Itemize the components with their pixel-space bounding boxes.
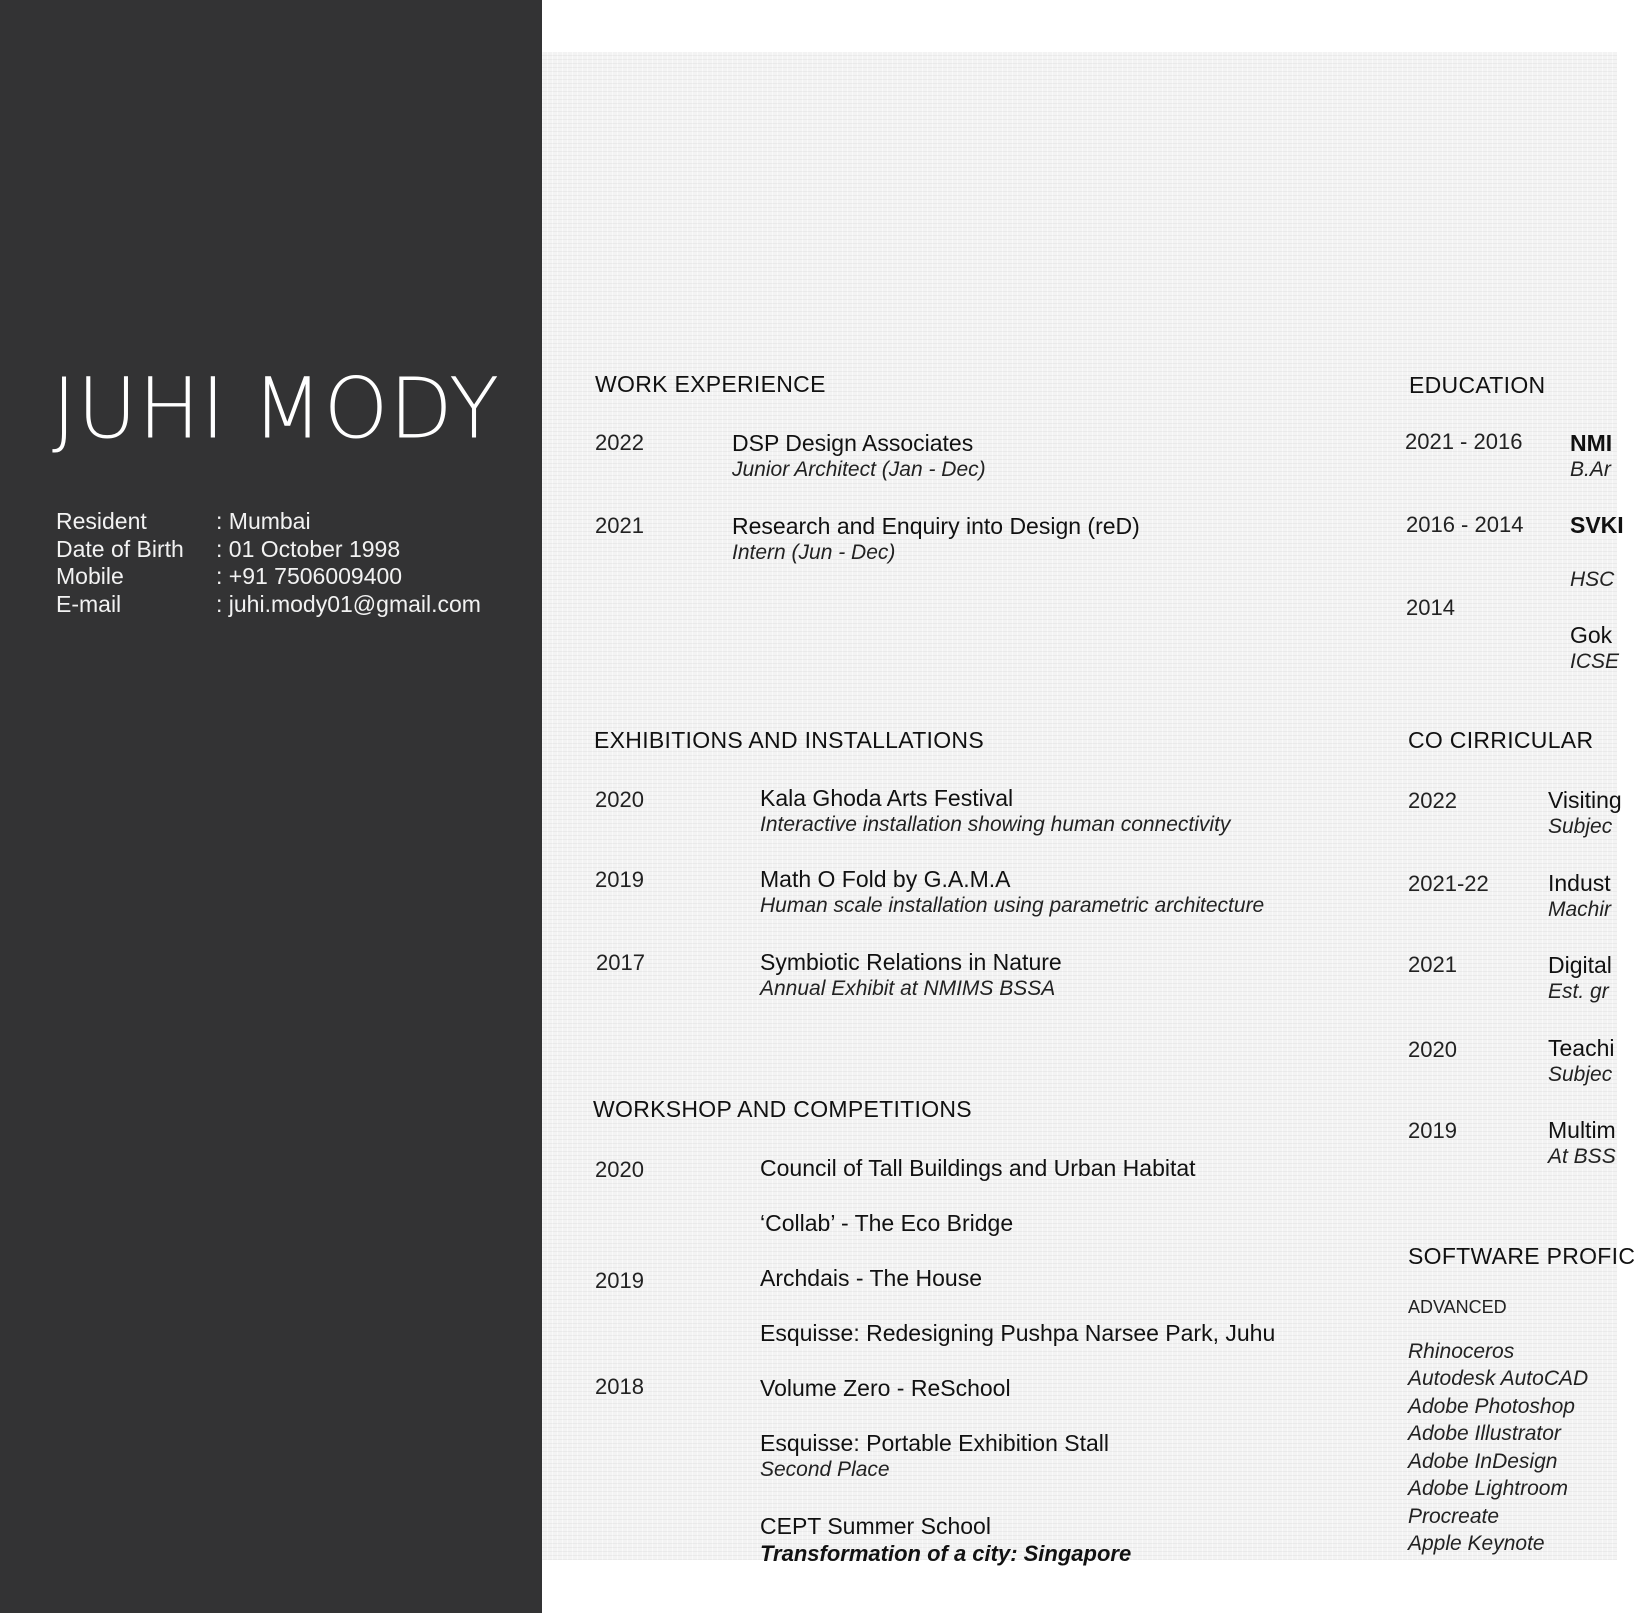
workshop-subtitle: Second Place [760,1458,890,1481]
work-experience-heading: WORK EXPERIENCE [595,371,826,397]
workshop-title: Volume Zero - ReSchool [760,1375,1011,1401]
software-item: Apple Keynote [1408,1532,1545,1555]
first-name: JUHI [52,360,227,458]
software-item: Autodesk AutoCAD [1408,1367,1589,1390]
education-entry: HSC [1570,568,1615,591]
cocurricular-year: 2021-22 [1408,871,1489,896]
education-year: 2016 - 2014 [1406,512,1524,537]
exhibition-subtitle: Interactive installation showing human connectivity [760,813,1231,836]
work-subtitle: Junior Architect (Jan - Dec) [732,458,986,481]
exhibitions-heading: EXHIBITIONS AND INSTALLATIONS [594,727,984,753]
work-title: Research and Enquiry into Design (reD) [732,513,1140,539]
workshop-title: Council of Tall Buildings and Urban Habitat [760,1155,1196,1181]
cocurricular-subtitle: At BSS [1548,1145,1616,1168]
sidebar [0,0,542,1613]
exhibition-subtitle: Annual Exhibit at NMIMS BSSA [760,977,1056,1000]
exhibition-title: Symbiotic Relations in Nature [760,949,1062,975]
education-year: 2021 - 2016 [1405,429,1523,454]
workshop-subtitle: Transformation of a city: Singapore [760,1541,1132,1566]
cocurricular-heading: CO CIRRICULAR [1408,727,1594,753]
work-title: DSP Design Associates [732,430,974,456]
workshop-title: CEPT Summer School [760,1513,991,1539]
education-heading: EDUCATION [1409,372,1546,398]
last-name: MODY [252,360,501,458]
contact-value: : Mumbai [216,508,311,534]
education-entry: Gok [1570,622,1613,648]
contact-label: Resident [56,508,147,534]
contact-label: E-mail [56,590,122,617]
education-year: 2014 [1406,595,1455,620]
software-item: Adobe Lightroom [1408,1477,1568,1500]
cocurricular-year: 2022 [1408,788,1457,813]
work-year: 2022 [595,430,644,455]
workshops-heading: WORKSHOP AND COMPETITIONS [593,1096,972,1122]
candidate-name [52,360,501,458]
exhibition-year: 2019 [595,867,644,892]
software-heading: SOFTWARE PROFIC [1408,1243,1635,1269]
workshop-title: Esquisse: Portable Exhibition Stall [760,1430,1110,1456]
cocurricular-subtitle: Subjec [1548,1063,1613,1086]
education-entry: ICSE [1570,650,1620,673]
cocurricular-subtitle: Subjec [1548,815,1613,838]
cocurricular-title: Indust [1548,870,1611,896]
work-subtitle: Intern (Jun - Dec) [732,541,896,564]
workshop-title: Archdais - The House [760,1265,983,1291]
cocurricular-subtitle: Est. gr [1548,980,1609,1003]
cocurricular-year: 2020 [1408,1037,1457,1062]
contact-label: Date of Birth [56,535,184,562]
software-level: ADVANCED [1408,1297,1507,1317]
work-year: 2021 [595,513,644,538]
education-entry: SVKI [1570,512,1624,538]
software-item: Rhinoceros [1408,1340,1515,1363]
workshop-year: 2020 [595,1157,644,1182]
cocurricular-title: Visiting [1548,787,1622,813]
contact-label: Mobile [56,563,124,589]
cocurricular-subtitle: Machir [1548,898,1612,921]
education-entry: B.Ar [1570,458,1611,481]
cocurricular-year: 2021 [1408,952,1457,977]
education-entry: NMI [1570,430,1613,456]
workshop-title: ‘Collab’ - The Eco Bridge [760,1210,1014,1236]
exhibition-title: Kala Ghoda Arts Festival [760,785,1014,811]
cocurricular-title: Digital [1548,952,1612,978]
software-item: Adobe Photoshop [1408,1395,1575,1418]
exhibition-title: Math O Fold by G.A.M.A [760,866,1011,892]
workshop-title: Esquisse: Redesigning Pushpa Narsee Park, Juhu [760,1320,1276,1346]
exhibition-year: 2020 [595,787,644,812]
software-item: Adobe InDesign [1408,1450,1558,1473]
workshop-year: 2018 [595,1374,644,1399]
contact-value: : +91 7506009400 [216,563,403,589]
cocurricular-title: Multim [1548,1117,1616,1143]
exhibition-subtitle: Human scale installation using parametric architecture [760,894,1265,917]
exhibition-year: 2017 [596,950,645,975]
cocurricular-year: 2019 [1408,1118,1457,1143]
software-item: Adobe Illustrator [1408,1422,1561,1445]
cocurricular-title: Teachi [1548,1035,1615,1061]
contact-value: : 01 October 1998 [216,535,401,562]
software-item: Procreate [1408,1505,1500,1528]
contact-value: : juhi.mody01@gmail.com [216,590,481,617]
workshop-year: 2019 [595,1268,644,1293]
